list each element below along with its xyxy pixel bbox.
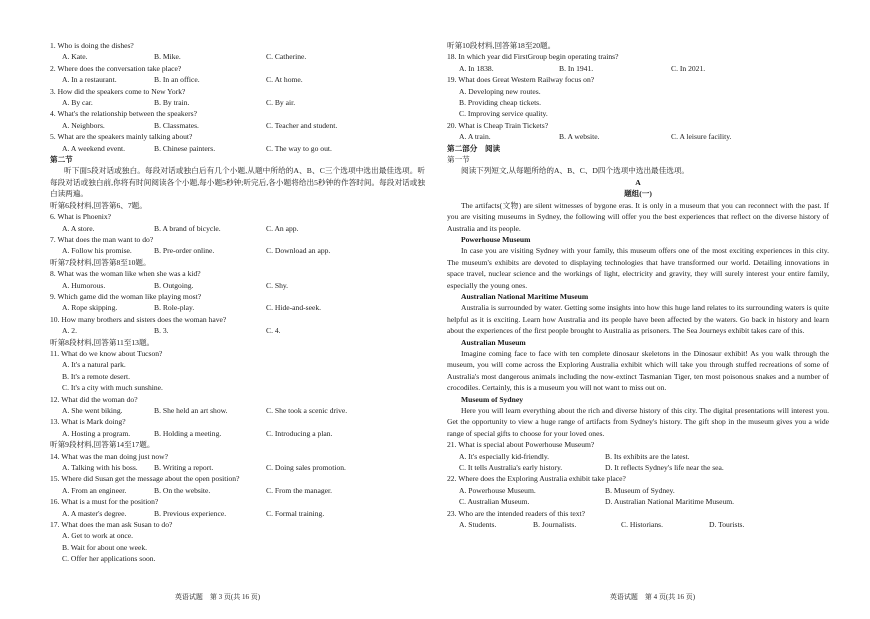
options-18 — [447, 63, 829, 74]
option-b: B. Mike. — [154, 52, 181, 62]
option-b: B. A brand of bicycle. — [154, 223, 221, 233]
option-b: B. Its exhibits are the latest. — [605, 451, 690, 461]
option-c: C. It's a city with much sunshine. — [62, 383, 163, 393]
options-13 — [50, 428, 425, 439]
option-c: C. At home. — [266, 75, 303, 85]
passage-intro: The artifacts(文物) are silent witnesses of bygone eras. It is only in a museum that you can reconnect with the past. If you are visiting museums in Sydney, the following will offer you the best experiences that reflect on the diverse history of Australia and its people. — [447, 200, 829, 233]
museum-heading-1: Powerhouse Museum — [461, 234, 531, 244]
part-heading: 第二部分 阅读 — [447, 143, 501, 153]
option-c: C. 4. — [266, 326, 281, 336]
option-a: A. Powerhouse Museum. — [459, 485, 536, 495]
question-20: 20. What is Cheap Train Tickets? — [447, 120, 549, 130]
option-a: A. Hosting a program. — [62, 428, 131, 438]
option-c: C. It tells Australia's early history. — [459, 463, 563, 473]
option-b: B. By train. — [154, 98, 190, 108]
options-10 — [50, 325, 425, 336]
option-c: C. Hide-and-seek. — [266, 303, 322, 313]
option-b: B. It's a remote desert. — [62, 371, 131, 381]
listening-note-8: 听第8段材料,回答第11至13题。 — [50, 337, 155, 347]
question-2: 2. Where does the conversation take place? — [50, 63, 182, 73]
listening-note-7: 听第7段材料,回答第8至10题。 — [50, 257, 151, 267]
option-d: D. It reflects Sydney's life near the sea. — [605, 463, 724, 473]
option-a: A. Get to work at once. — [62, 531, 134, 541]
question-16: 16. What is a must for the position? — [50, 497, 159, 507]
option-c: C. Shy. — [266, 280, 289, 290]
option-c: C. Introducing a plan. — [266, 428, 333, 438]
option-b: B. Museum of Sydney. — [605, 485, 675, 495]
museum-paragraph-3: Imagine coming face to face with ten complete dinosaur skeletons in the Dinosaur exhibit! As you walk through the museum, you will come across the Exploring Australia exhibit which will take you through stuffed recreations of some of Australia's most dangerous animals including the now-extinct Tasmanian Tiger, ten most poisonous snakes and a number of crocodiles. Certainly, this is a museum you will not want to miss out on. — [447, 348, 829, 393]
right-page — [435, 0, 870, 619]
options-20 — [447, 131, 829, 142]
option-a: A. Students. — [459, 520, 497, 530]
option-a: A. A weekend event. — [62, 143, 126, 153]
option-c: C. Formal training. — [266, 508, 325, 518]
option-a: A. She went biking. — [62, 406, 123, 415]
option-c: C. From the manager. — [266, 485, 333, 495]
option-c: C. Offer her applications soon. — [62, 554, 156, 564]
options-5 — [50, 143, 425, 154]
options-3 — [50, 97, 425, 108]
option-a: A. Kate. — [62, 52, 88, 62]
option-c: C. Australian Museum. — [459, 497, 530, 507]
instructions: 听下面5段对话或独白。每段对话或独白后有几个小题,从题中所给的A、B、C三个选项中选出最佳选项。听每段对话或独白前,你将有时间阅读各个小题,每小题5秒钟;听完后,各小题将给出5秒钟的作答时间。每段对话或独白读两遍。 — [50, 166, 425, 199]
options-9 — [50, 302, 425, 313]
option-b: B. Classmates. — [154, 120, 199, 130]
option-d: D. Australian National Maritime Museum. — [605, 497, 735, 507]
option-c: C. Catherine. — [266, 52, 307, 62]
option-a: A. Follow his promise. — [62, 246, 132, 256]
option-a: A. It's a natural park. — [62, 360, 126, 370]
option-b: B. Journalists. — [533, 520, 577, 530]
option-c: C. Improving service quality. — [459, 109, 548, 119]
right-column — [447, 40, 829, 530]
section-heading: 第一节 — [447, 155, 470, 165]
option-a: A. A train. — [459, 132, 491, 142]
page-footer: 英语试题 第 3 页(共 16 页) — [174, 593, 261, 601]
question-6: 6. What is Phoenix? — [50, 212, 112, 222]
option-a: A. Humorous. — [62, 280, 106, 290]
option-b: B. In 1941. — [559, 63, 594, 73]
group-title: 题组(一) — [624, 189, 652, 199]
option-b: B. Writing a report. — [154, 463, 214, 473]
question-19: 19. What does Great Western Railway focus on? — [447, 75, 595, 85]
option-c: C. The way to go out. — [266, 143, 332, 153]
museum-paragraph-2: Australia is surrounded by water. Getting some insights into how this huge land relates to its surrounding waters is quite helpful as it is exciting. Learn how Australia and its people have been affected by the waters. Go back in history and learn about the experiences of the first people brought to Australia as prisoners. The Sea Journeys exhibit takes care of this. — [447, 303, 829, 336]
options-7 — [50, 245, 425, 256]
question-5: 5. What are the speakers mainly talking about? — [50, 132, 193, 142]
option-c: C. Teacher and student. — [266, 120, 338, 130]
option-a: A. It's especially kid-friendly. — [459, 451, 550, 461]
question-13: 13. What is Mark doing? — [50, 417, 126, 427]
option-b: B. Previous experience. — [154, 508, 227, 518]
option-d: D. Tourists. — [709, 520, 745, 530]
option-a: A. In 1838. — [459, 63, 494, 73]
instructions: 阅读下列短文,从每题所给的A、B、C、D四个选项中选出最佳选项。 — [461, 166, 690, 176]
option-c: C. She took a scenic drive. — [266, 406, 348, 415]
listening-note-6: 听第6段材料,回答第6、7题。 — [50, 200, 147, 210]
options-22-ab — [447, 485, 829, 496]
option-b: B. Wait for about one week. — [62, 542, 148, 552]
museum-heading-2: Australian National Maritime Museum — [461, 291, 589, 301]
left-column — [50, 40, 425, 565]
question-1: 1. Who is doing the dishes? — [50, 41, 134, 50]
option-a: A. By car. — [62, 98, 93, 108]
options-2 — [50, 74, 425, 85]
question-15: 15. Where did Susan get the message about the open position? — [50, 474, 240, 484]
option-b: B. Outgoing. — [154, 280, 194, 290]
option-b: B. On the website. — [154, 485, 211, 495]
question-18: 18. In which year did FirstGroup begin operating trains? — [447, 52, 619, 62]
question-21: 21. What is special about Powerhouse Museum? — [447, 440, 595, 450]
options-15 — [50, 485, 425, 496]
option-c: C. Download an app. — [266, 246, 331, 256]
option-b: B. Providing cheap tickets. — [459, 98, 542, 108]
question-23: 23. Who are the intended readers of this text? — [447, 508, 585, 518]
question-9: 9. Which game did the woman like playing most? — [50, 291, 202, 301]
question-10: 10. How many brothers and sisters does the woman have? — [50, 314, 227, 324]
page-footer: 英语试题 第 4 页(共 16 页) — [609, 593, 696, 601]
options-23 — [447, 519, 829, 530]
option-b: B. Role-play. — [154, 303, 195, 313]
listening-note-10: 听第10段材料,回答第18至20题。 — [447, 41, 556, 50]
option-b: B. 3. — [154, 326, 169, 336]
option-a: A. A store. — [62, 223, 95, 233]
option-c: C. A leisure facility. — [671, 132, 732, 142]
options-12 — [50, 405, 425, 416]
option-a: A. From an engineer. — [62, 485, 127, 495]
option-c: C. In 2021. — [671, 63, 706, 73]
question-12: 12. What did the woman do? — [50, 394, 138, 404]
option-c: C. By air. — [266, 98, 296, 108]
options-6 — [50, 223, 425, 234]
passage-letter: A — [635, 177, 641, 187]
option-a: A. Talking with his boss. — [62, 463, 138, 473]
options-21-cd — [447, 462, 829, 473]
question-7: 7. What does the man want to do? — [50, 234, 154, 244]
options-1 — [50, 51, 425, 62]
question-14: 14. What was the man doing just now? — [50, 451, 168, 461]
options-16 — [50, 508, 425, 519]
option-b: B. Holding a meeting. — [154, 428, 222, 438]
options-14 — [50, 462, 425, 473]
options-8 — [50, 280, 425, 291]
section-heading: 第二节 — [50, 155, 73, 165]
question-11: 11. What do we know about Tucson? — [50, 348, 163, 358]
option-b: B. A website. — [559, 132, 600, 142]
option-b: B. In an office. — [154, 75, 200, 85]
question-8: 8. What was the woman like when she was a kid? — [50, 269, 201, 279]
question-17: 17. What does the man ask Susan to do? — [50, 520, 173, 530]
option-c: C. Historians. — [621, 520, 663, 530]
option-c: C. Doing sales promotion. — [266, 463, 346, 473]
options-21-ab — [447, 451, 829, 462]
options-22-cd — [447, 496, 829, 507]
option-b: B. Chinese painters. — [154, 143, 216, 153]
question-4: 4. What's the relationship between the speakers? — [50, 109, 197, 119]
option-a: A. 2. — [62, 326, 77, 336]
option-a: A. Neighbors. — [62, 120, 105, 130]
listening-note-9: 听第9段材料,回答第14至17题。 — [50, 440, 155, 450]
museum-heading-4: Museum of Sydney — [461, 394, 524, 404]
option-a: A. In a restaurant. — [62, 75, 117, 85]
option-a: A. Developing new routes. — [459, 86, 541, 96]
option-b: B. She held an art show. — [154, 406, 228, 415]
option-b: B. Pre-order online. — [154, 246, 215, 256]
museum-paragraph-1: In case you are visiting Sydney with your family, this museum offers one of the most exciting experiences in this city. The museum's exhibits are devoted to displaying technologies that have transformed our world. Detailing innovations in space travel, nuclear science and the workings of light, electricity and gravity, they will surely interest your entire family, especially the young ones. — [447, 246, 829, 290]
option-a: A. A master's degree. — [62, 508, 127, 518]
museum-paragraph-4: Here you will learn everything about the rich and diverse history of this city. The digital presentations will interest you. Get the opportunity to view a huge range of artifacts from Sydney's history. The gift shop in the museum gives you a wide range of special gifts to choose for your loved ones. — [447, 406, 829, 438]
option-a: A. Rope skipping. — [62, 303, 118, 313]
museum-heading-3: Australian Museum — [461, 337, 526, 347]
options-4 — [50, 120, 425, 131]
question-3: 3. How did the speakers come to New York? — [50, 86, 186, 96]
option-c: C. An app. — [266, 223, 299, 233]
question-22: 22. Where does the Exploring Australia exhibit take place? — [447, 474, 626, 484]
